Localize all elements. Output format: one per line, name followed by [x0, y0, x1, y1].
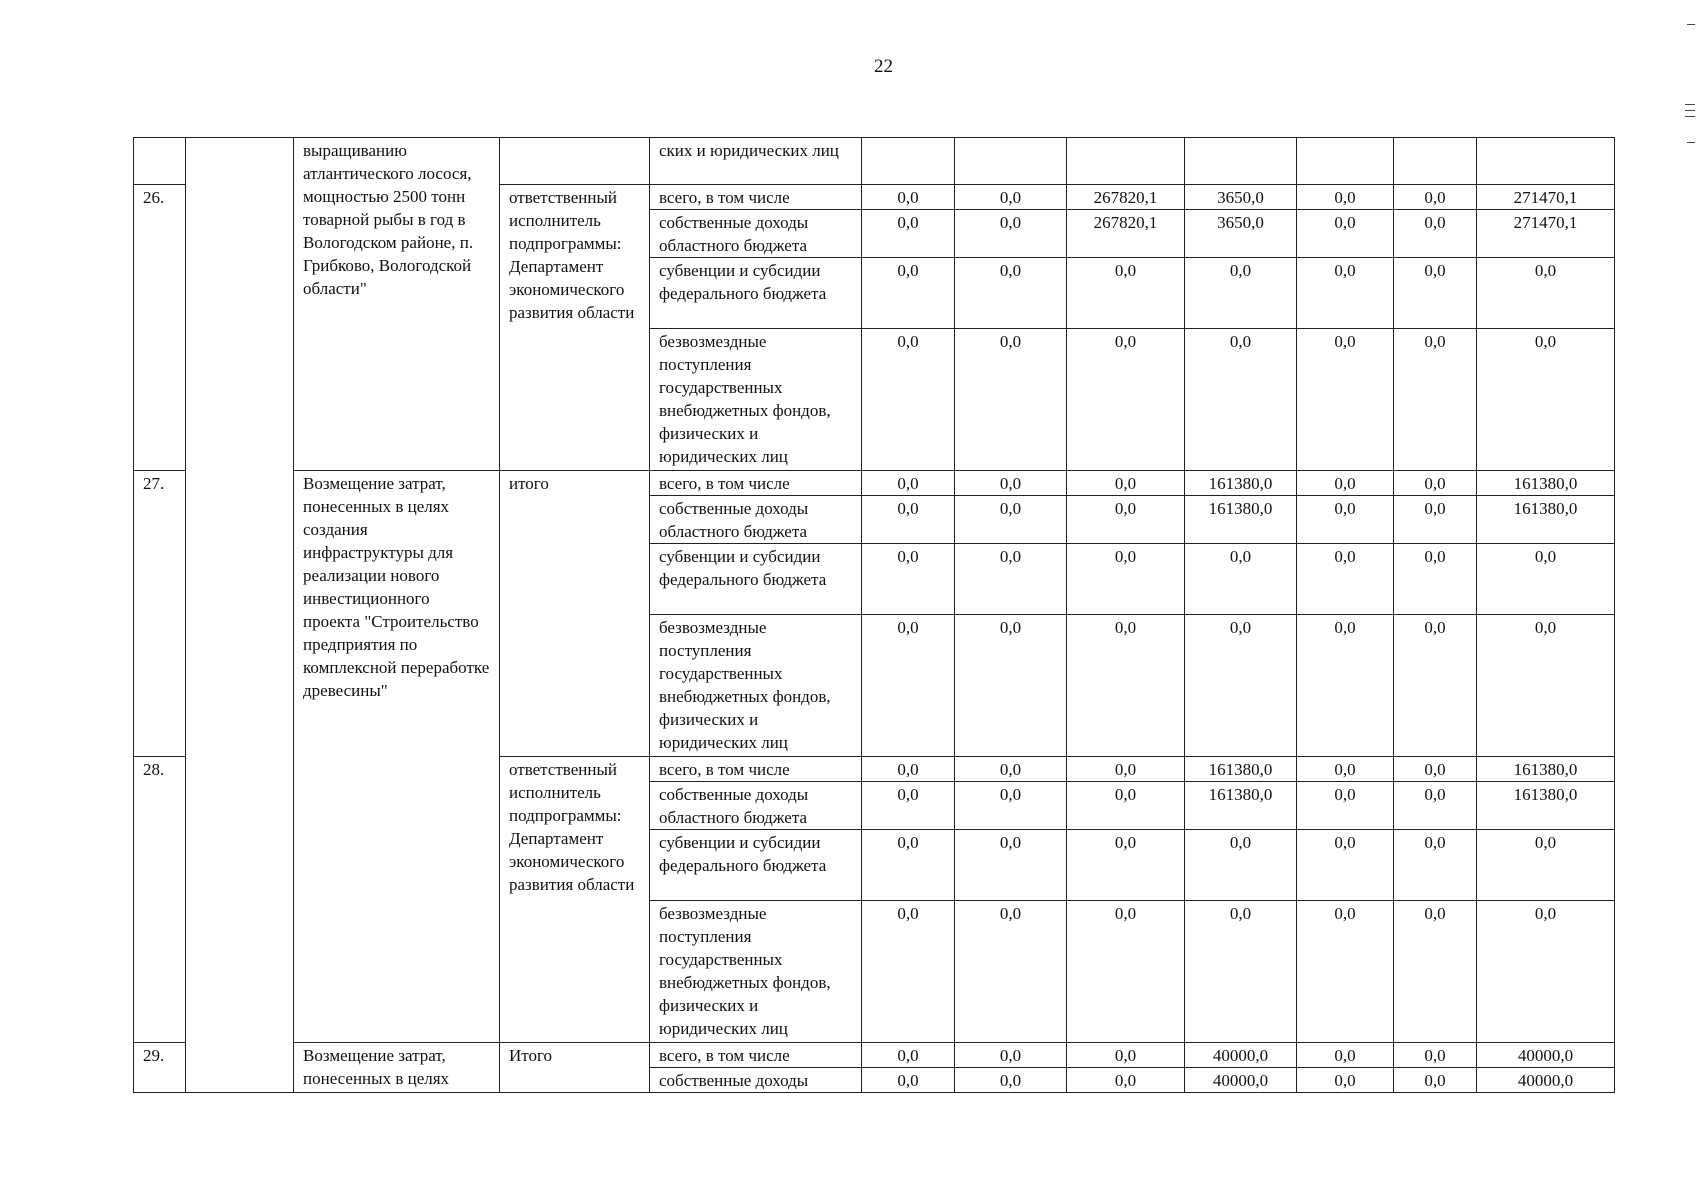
funding-source: субвенции и субсидии федерального бюджета	[650, 544, 862, 615]
value-cell: 161380,0	[1477, 471, 1615, 496]
executor-cell: ответственный исполнитель подпрограммы: Департамент экономического развития области	[500, 757, 650, 1043]
value-cell: 0,0	[1477, 901, 1615, 1043]
value-cell	[1185, 138, 1297, 185]
value-cell: 0,0	[1297, 471, 1394, 496]
value-cell: 0,0	[862, 210, 955, 258]
funding-source: всего, в том числе	[650, 471, 862, 496]
executor-cell: итого	[500, 471, 650, 757]
budget-table	[133, 137, 1615, 1093]
value-cell: 0,0	[1394, 544, 1477, 615]
row-number: 26.	[134, 185, 186, 471]
value-cell: 0,0	[1477, 830, 1615, 901]
value-cell: 0,0	[1297, 210, 1394, 258]
value-cell: 0,0	[955, 185, 1067, 210]
value-cell: 0,0	[955, 901, 1067, 1043]
row-number: 29.	[134, 1043, 186, 1093]
value-cell: 0,0	[862, 258, 955, 329]
value-cell: 0,0	[955, 615, 1067, 757]
value-cell: 0,0	[862, 471, 955, 496]
edge-mark	[1685, 104, 1695, 105]
row-number	[134, 138, 186, 185]
value-cell: 0,0	[1067, 830, 1185, 901]
funding-source: всего, в том числе	[650, 757, 862, 782]
value-cell: 40000,0	[1477, 1043, 1615, 1068]
value-cell: 0,0	[1067, 471, 1185, 496]
value-cell: 0,0	[1297, 329, 1394, 471]
funding-source: безвозмездные поступления государственных внебюджетных фондов, физических и юридических лиц	[650, 615, 862, 757]
value-cell: 0,0	[1477, 258, 1615, 329]
value-cell: 0,0	[1297, 901, 1394, 1043]
value-cell: 0,0	[1394, 757, 1477, 782]
value-cell: 0,0	[1394, 496, 1477, 544]
value-cell: 0,0	[862, 901, 955, 1043]
value-cell: 0,0	[1297, 544, 1394, 615]
value-cell: 3650,0	[1185, 185, 1297, 210]
page-number: 22	[874, 56, 893, 77]
value-cell: 0,0	[1185, 830, 1297, 901]
value-cell: 0,0	[1067, 615, 1185, 757]
value-cell: 271470,1	[1477, 210, 1615, 258]
value-cell: 271470,1	[1477, 185, 1615, 210]
funding-source: субвенции и субсидии федерального бюджета	[650, 258, 862, 329]
value-cell: 161380,0	[1185, 782, 1297, 830]
value-cell: 0,0	[862, 185, 955, 210]
value-cell: 0,0	[862, 329, 955, 471]
value-cell: 40000,0	[1185, 1068, 1297, 1093]
value-cell: 0,0	[862, 782, 955, 830]
event-name: Возмещение затрат, понесенных в целях создания инфраструктуры для реализации нового инвестиционного проекта "Строительство предприятия по комплексной переработке древесины"	[294, 471, 500, 1043]
event-name: Возмещение затрат, понесенных в целях	[294, 1043, 500, 1093]
value-cell: 0,0	[1297, 185, 1394, 210]
funding-source: собственные доходы	[650, 1068, 862, 1093]
value-cell: 0,0	[1185, 615, 1297, 757]
value-cell: 0,0	[1185, 901, 1297, 1043]
value-cell: 0,0	[1477, 544, 1615, 615]
edge-mark	[1685, 116, 1695, 117]
executor-cell: ответственный исполнитель подпрограммы: Департамент экономического развития области	[500, 185, 650, 471]
funding-source: безвозмездные поступления государственных внебюджетных фондов, физических и юридических лиц	[650, 329, 862, 471]
value-cell: 0,0	[955, 471, 1067, 496]
funding-source: субвенции и субсидии федерального бюджета	[650, 830, 862, 901]
value-cell	[1067, 138, 1185, 185]
value-cell: 0,0	[1297, 1043, 1394, 1068]
value-cell: 0,0	[1394, 258, 1477, 329]
value-cell: 0,0	[955, 757, 1067, 782]
value-cell	[862, 138, 955, 185]
value-cell: 0,0	[862, 757, 955, 782]
value-cell: 0,0	[1067, 757, 1185, 782]
value-cell: 0,0	[1067, 544, 1185, 615]
executor-cell	[500, 138, 650, 185]
value-cell: 0,0	[1477, 615, 1615, 757]
value-cell: 161380,0	[1477, 782, 1615, 830]
executor-cell: Итого	[500, 1043, 650, 1093]
value-cell: 0,0	[955, 496, 1067, 544]
value-cell: 0,0	[1297, 496, 1394, 544]
value-cell	[1394, 138, 1477, 185]
value-cell: 0,0	[1067, 1068, 1185, 1093]
value-cell: 0,0	[1297, 830, 1394, 901]
edge-mark	[1687, 142, 1695, 143]
value-cell: 0,0	[862, 1043, 955, 1068]
table-row	[134, 1043, 1615, 1068]
value-cell: 0,0	[1394, 782, 1477, 830]
funding-source: безвозмездные поступления государственных внебюджетных фондов, физических и юридических лиц	[650, 901, 862, 1043]
value-cell: 0,0	[955, 258, 1067, 329]
value-cell: 161380,0	[1185, 757, 1297, 782]
value-cell: 0,0	[1067, 496, 1185, 544]
value-cell	[955, 138, 1067, 185]
value-cell: 0,0	[1394, 329, 1477, 471]
value-cell: 161380,0	[1477, 757, 1615, 782]
value-cell: 0,0	[1394, 210, 1477, 258]
funding-source: всего, в том числе	[650, 1043, 862, 1068]
value-cell: 0,0	[1067, 1043, 1185, 1068]
value-cell: 0,0	[1297, 615, 1394, 757]
value-cell	[1477, 138, 1615, 185]
value-cell: 0,0	[862, 496, 955, 544]
funding-source: собственные доходы областного бюджета	[650, 782, 862, 830]
value-cell: 0,0	[1185, 544, 1297, 615]
value-cell: 161380,0	[1185, 496, 1297, 544]
value-cell: 267820,1	[1067, 185, 1185, 210]
value-cell: 0,0	[955, 329, 1067, 471]
value-cell: 0,0	[955, 782, 1067, 830]
row-number: 27.	[134, 471, 186, 757]
event-name: выращиванию атлантического лосося, мощностью 2500 тонн товарной рыбы в год в Вологодском районе, п. Грибково, Вологодской области"	[294, 138, 500, 471]
table-row	[134, 471, 1615, 496]
row-number: 28.	[134, 757, 186, 1043]
value-cell: 40000,0	[1477, 1068, 1615, 1093]
value-cell: 0,0	[955, 544, 1067, 615]
value-cell: 0,0	[1394, 901, 1477, 1043]
value-cell: 0,0	[955, 1068, 1067, 1093]
funding-source: всего, в том числе	[650, 185, 862, 210]
value-cell: 0,0	[1185, 258, 1297, 329]
value-cell: 0,0	[1067, 329, 1185, 471]
value-cell: 0,0	[1394, 615, 1477, 757]
value-cell: 0,0	[862, 1068, 955, 1093]
value-cell: 3650,0	[1185, 210, 1297, 258]
value-cell: 0,0	[862, 615, 955, 757]
edge-mark	[1685, 110, 1695, 111]
value-cell: 0,0	[862, 544, 955, 615]
value-cell: 0,0	[1297, 757, 1394, 782]
value-cell: 0,0	[1394, 471, 1477, 496]
value-cell: 267820,1	[1067, 210, 1185, 258]
value-cell: 0,0	[1067, 258, 1185, 329]
value-cell: 0,0	[1067, 901, 1185, 1043]
value-cell: 0,0	[1297, 1068, 1394, 1093]
value-cell: 0,0	[1297, 782, 1394, 830]
value-cell: 0,0	[955, 210, 1067, 258]
table-row	[134, 138, 1615, 185]
value-cell: 0,0	[1477, 329, 1615, 471]
funding-source: ских и юридических лиц	[650, 138, 862, 185]
value-cell: 0,0	[1394, 830, 1477, 901]
funding-source: собственные доходы областного бюджета	[650, 210, 862, 258]
value-cell: 161380,0	[1185, 471, 1297, 496]
value-cell: 0,0	[862, 830, 955, 901]
value-cell: 161380,0	[1477, 496, 1615, 544]
value-cell: 0,0	[1394, 1068, 1477, 1093]
value-cell: 0,0	[1067, 782, 1185, 830]
value-cell: 0,0	[955, 1043, 1067, 1068]
value-cell: 0,0	[1185, 329, 1297, 471]
value-cell	[1297, 138, 1394, 185]
funding-source: собственные доходы областного бюджета	[650, 496, 862, 544]
value-cell: 0,0	[1297, 258, 1394, 329]
value-cell: 0,0	[1394, 185, 1477, 210]
value-cell: 0,0	[1394, 1043, 1477, 1068]
value-cell: 40000,0	[1185, 1043, 1297, 1068]
subprogram-column	[186, 138, 294, 1093]
value-cell: 0,0	[955, 830, 1067, 901]
edge-mark	[1687, 24, 1695, 25]
